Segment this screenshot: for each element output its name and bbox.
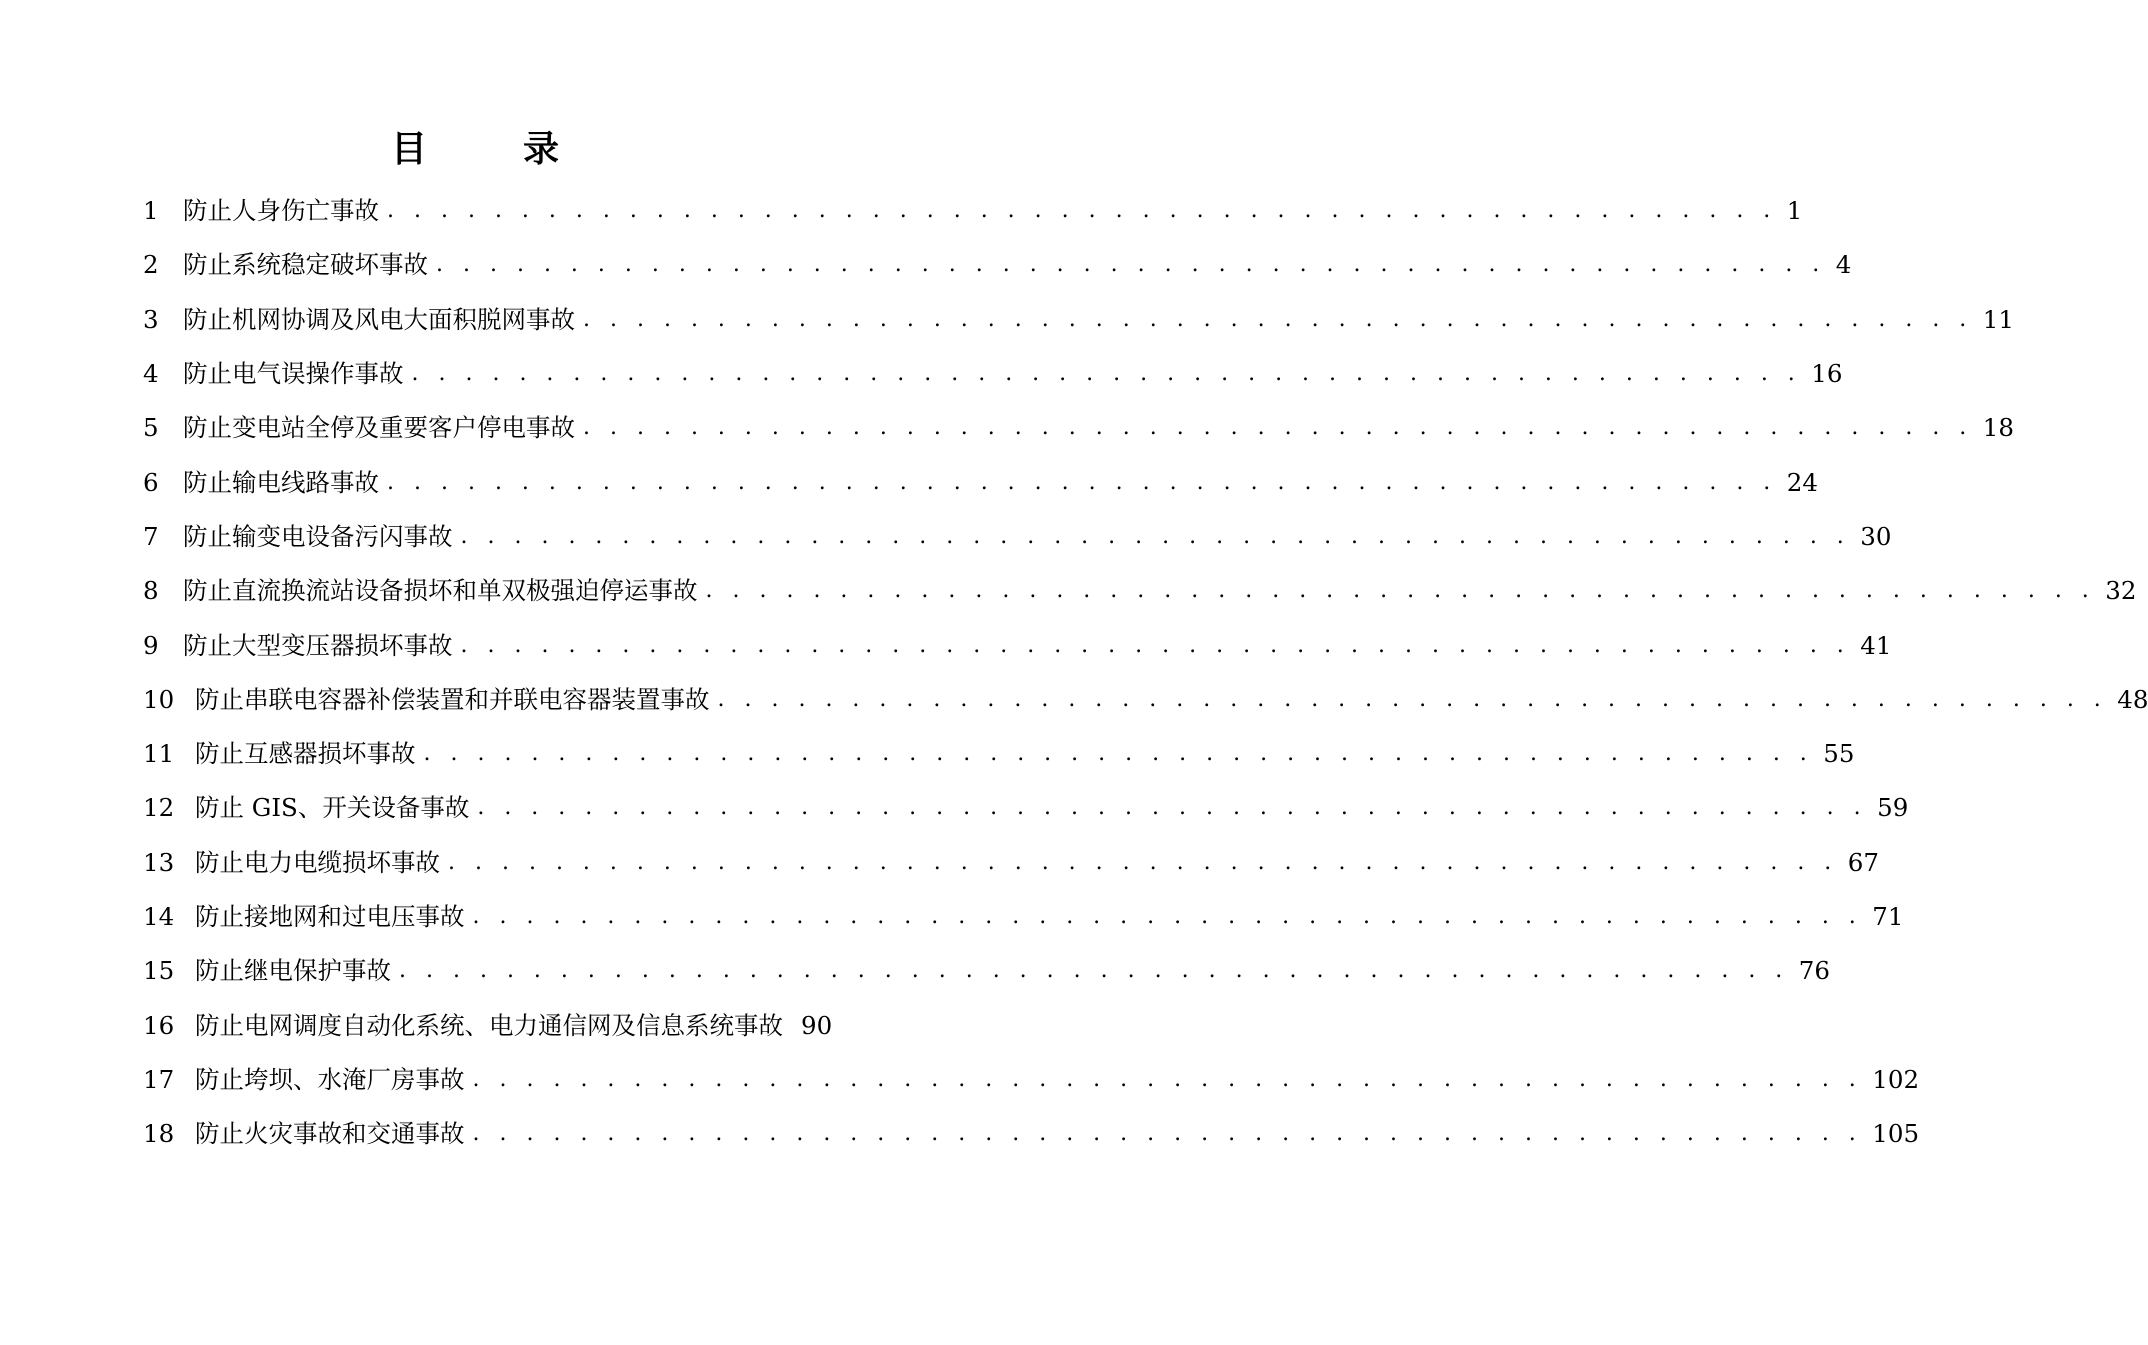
toc-entry-number: 18 [143,1119,175,1149]
toc-dot-leader: . . . . . . . . . . . . . . . . . . . . . . . . . . . . . . . . . . . . . . . . . . . . . . . . . . . . [472,904,1863,929]
page-title: 目 录 [390,128,589,170]
toc-entry[interactable] [143,727,1855,781]
toc-entry-number: 14 [143,902,175,931]
toc-dot-leader: . . . . . . . . . . . . . . . . . . . . . . . . . . . . . . . . . . . . . . . . . . . . . . . . . . . . [472,1066,1863,1092]
toc-entry-page-number: 30 [1860,521,1892,551]
toc-entry-number: 1 [143,196,159,226]
toc-entry-page-number: 1 [1786,196,1803,226]
toc-dot-leader: . . . . . . . . . . . . . . . . . . . . . . . . . . . . . . . . . . . . . . . . . . . . . . . . . . . . [717,686,2108,712]
toc-entry[interactable] [143,347,1843,401]
toc-entry-number: 12 [143,793,175,823]
toc-entry-number: 11 [143,739,175,769]
toc-entry-title: 防止直流换流站设备损坏和单双极强迫停运事故 [183,576,698,606]
toc-entry-page-number: 18 [1982,413,2014,443]
toc-dot-leader: . . . . . . . . . . . . . . . . . . . . . . . . . . . . . . . . . . . . . . . . . . . . . . . . . . . . [705,578,2096,604]
toc-entry[interactable] [143,944,1830,998]
toc-entry-number: 5 [143,413,159,443]
toc-entry-title: 防止大型变压器损坏事故 [183,630,453,660]
toc-dot-leader: . . . . . . . . . . . . . . . . . . . . . . . . . . . . . . . . . . . . . . . . . . . . . . . . . . . . [460,523,1851,549]
toc-entry[interactable] [143,998,833,1052]
toc-entry[interactable] [143,238,1852,292]
toc-entry-number: 17 [143,1064,175,1094]
toc-entry-page-number: 76 [1798,956,1830,986]
toc-entry-page-number: 90 [801,1010,833,1040]
toc-entry[interactable] [143,836,1879,890]
toc-entry-title: 防止系统稳定破坏事故 [183,250,428,280]
toc-entry-number: 8 [143,576,159,606]
toc-entry[interactable] [143,184,1803,238]
toc-entry-page-number: 71 [1872,902,1904,931]
toc-entry-number: 6 [143,467,159,497]
toc-entry-title: 防止变电站全停及重要客户停电事故 [183,413,575,443]
toc-entry[interactable] [143,510,1892,564]
toc-entry-page-number: 102 [1872,1064,1920,1094]
toc-entry-number: 13 [143,847,175,877]
toc-entry[interactable] [143,293,2014,347]
toc-dot-leader: . . . . . . . . . . . . . . . . . . . . . . . . . . . . . . . . . . . . . . . . . . . . . . . . . . . . [387,198,1777,224]
toc-dot-leader: . . . . . . . . . . . . . . . . . . . . . . . . . . . . . . . . . . . . . . . . . . . . . . . . . . . . [472,1121,1863,1147]
toc-entry-page-number: 55 [1823,739,1855,769]
toc-entry-title: 防止电力电缆损坏事故 [195,847,440,877]
toc-entry-number: 7 [143,521,159,551]
toc-entry-page-number: 105 [1872,1119,1920,1149]
toc-entry[interactable] [143,673,2148,727]
toc-entry-page-number: 11 [1982,304,2014,334]
toc-dot-leader: . . . . . . . . . . . . . . . . . . . . . . . . . . . . . . . . . . . . . . . . . . . . . . . . . . . . [423,741,1814,767]
toc-entry-title: 防止电网调度自动化系统、电力通信网及信息系统事故 [195,1010,783,1040]
toc-dot-leader: . . . . . . . . . . . . . . . . . . . . . . . . . . . . . . . . . . . . . . . . . . . . . . . . . . . . [448,849,1838,875]
toc-dot-leader: . . . . . . . . . . . . . . . . . . . . . . . . . . . . . . . . . . . . . . . . . . . . . . . . . . . . [387,469,1777,495]
toc-entry-page-number: 32 [2105,576,2137,606]
toc-entry-number: 2 [143,250,159,280]
toc-entry-number: 15 [143,956,175,986]
toc-entry-title: 防止 GIS、开关设备事故 [195,793,470,823]
toc-entry-page-number: 16 [1811,359,1843,389]
toc-entry[interactable] [143,564,2137,618]
toc-entry[interactable] [143,401,2014,455]
toc-entry[interactable] [143,455,1818,509]
toc-entry-title: 防止串联电容器补偿装置和并联电容器装置事故 [195,684,710,714]
toc-entry[interactable] [143,1107,1920,1161]
toc-entry-page-number: 41 [1860,630,1892,660]
toc-entry-number: 16 [143,1010,175,1040]
toc-entry[interactable] [143,1053,1920,1107]
toc-dot-leader: . . . . . . . . . . . . . . . . . . . . . . . . . . . . . . . . . . . . . . . . . . . . . . . . . . . . [477,795,1868,821]
toc-entry-number: 10 [143,684,175,714]
toc-entry-number: 9 [143,630,159,660]
toc-entry[interactable] [143,618,1892,672]
toc-entry-title: 防止接地网和过电压事故 [195,902,465,931]
toc-entry-title: 防止电气误操作事故 [183,359,404,389]
toc-dot-leader: . . . . . . . . . . . . . . . . . . . . . . . . . . . . . . . . . . . . . . . . . . . . . . . . . . . . [583,415,1973,441]
toc-dot-leader: . . . . . . . . . . . . . . . . . . . . . . . . . . . . . . . . . . . . . . . . . . . . . . . . . . . . [411,361,1802,387]
toc-entry-number: 4 [143,359,159,389]
toc-entry-page-number: 24 [1786,467,1818,497]
toc-entry[interactable] [143,781,1909,835]
toc-entry-title: 防止输变电设备污闪事故 [183,521,453,551]
toc-entry-title: 防止人身伤亡事故 [183,196,379,226]
toc-dot-leader: . . . . . . . . . . . . . . . . . . . . . . . . . . . . . . . . . . . . . . . . . . . . . . . . . . . . [399,958,1789,984]
toc-entry-title: 防止垮坝、水淹厂房事故 [195,1064,465,1094]
toc-entry-page-number: 59 [1877,793,1909,823]
toc-entry-title: 防止机网协调及风电大面积脱网事故 [183,304,575,334]
toc-entry-page-number: 67 [1847,847,1879,877]
toc-entry-page-number: 48 [2117,684,2148,714]
toc-entry-title: 防止继电保护事故 [195,956,391,986]
toc-dot-leader: . . . . . . . . . . . . . . . . . . . . . . . . . . . . . . . . . . . . . . . . . . . . . . . . . . . . [460,632,1851,658]
toc-dot-leader: . . . . . . . . . . . . . . . . . . . . . . . . . . . . . . . . . . . . . . . . . . . . . . . . . . . . [436,252,1826,278]
toc-entry-title: 防止互感器损坏事故 [195,739,416,769]
table-of-contents [143,184,2148,1161]
toc-entry-number: 3 [143,304,159,334]
toc-entry-title: 防止输电线路事故 [183,467,379,497]
toc-entry-title: 防止火灾事故和交通事故 [195,1119,465,1149]
toc-entry[interactable] [143,890,1904,944]
toc-entry-page-number: 4 [1835,250,1852,280]
toc-dot-leader: . . . . . . . . . . . . . . . . . . . . . . . . . . . . . . . . . . . . . . . . . . . . . . . . . . . . [583,306,1973,332]
